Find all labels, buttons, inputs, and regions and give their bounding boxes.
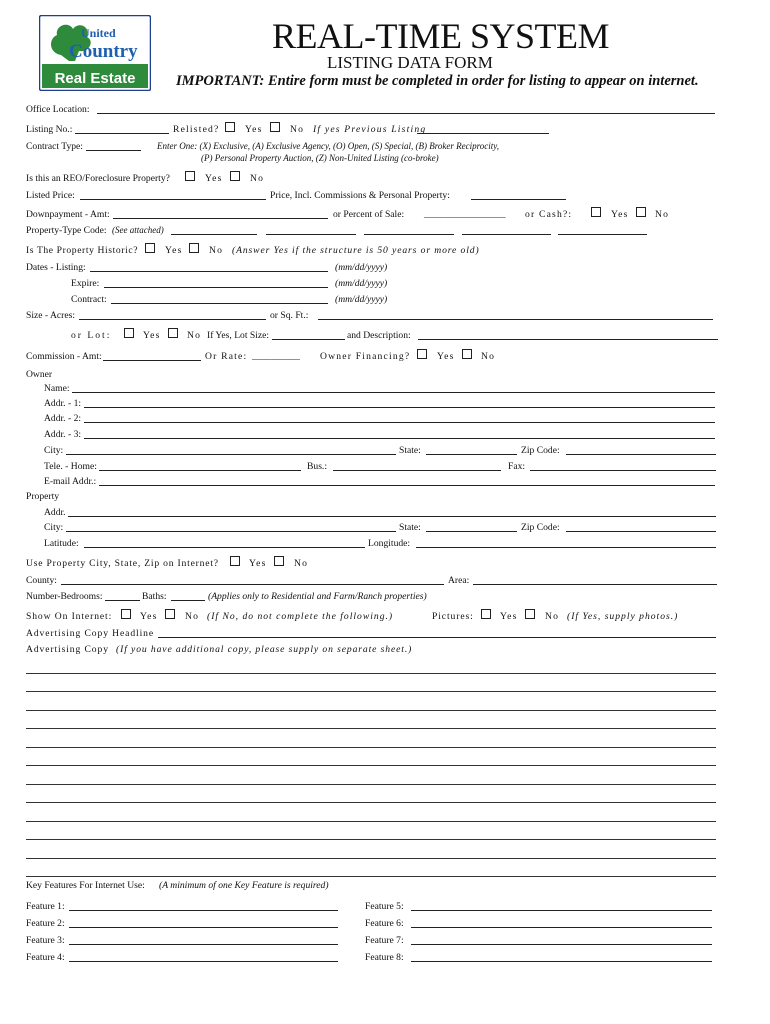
date-contract-field[interactable] — [111, 294, 328, 304]
office-location-field[interactable] — [97, 104, 715, 114]
lot-no-checkbox[interactable] — [168, 328, 178, 338]
label-or-cash: or Cash?: — [525, 209, 573, 220]
adv-copy-line[interactable] — [26, 710, 716, 711]
united-country-logo — [39, 15, 151, 91]
owner-zip-field[interactable] — [566, 445, 716, 455]
historic-yes-checkbox[interactable] — [145, 243, 155, 253]
label-use-property-city: Use Property City, State, Zip on Internet? — [26, 558, 219, 569]
owner-fax-field[interactable] — [530, 461, 716, 471]
label-property-addr: Addr. — [44, 507, 66, 518]
label-property-type-code: Property-Type Code: — [26, 225, 107, 236]
important-note: IMPORTANT: Entire form must be completed in order for listing to appear on internet. — [176, 73, 699, 89]
label-yes: Yes — [245, 124, 263, 135]
contract-type-field[interactable] — [86, 141, 141, 151]
owner-state-field[interactable] — [426, 445, 517, 455]
financing-yes-checkbox[interactable] — [417, 349, 427, 359]
label-reo: Is this an REO/Foreclosure Property? — [26, 173, 170, 184]
label-feature-1: Feature 1: — [26, 901, 65, 912]
label-property: Property — [26, 491, 60, 502]
property-state-field[interactable] — [426, 522, 517, 532]
label-if-yes-lot: If Yes, Lot Size: — [207, 330, 270, 341]
baths-field[interactable] — [171, 591, 205, 601]
sqft-field[interactable] — [318, 310, 713, 320]
label-expire: Expire: — [71, 278, 100, 289]
owner-addr3-field[interactable] — [84, 429, 715, 439]
longitude-field[interactable] — [416, 538, 716, 548]
label-owner-email: E-mail Addr.: — [44, 476, 97, 487]
key-features-help: (A minimum of one Key Feature is required) — [159, 880, 329, 891]
label-contract: Contract: — [71, 294, 107, 305]
historic-no-checkbox[interactable] — [189, 243, 199, 253]
label-yes: Yes — [143, 330, 161, 341]
pictures-yes-checkbox[interactable] — [481, 609, 491, 619]
label-feature-8: Feature 8: — [365, 952, 404, 963]
ptype-code-3[interactable] — [364, 225, 454, 235]
size-acres-field[interactable] — [79, 310, 266, 320]
county-field[interactable] — [61, 575, 444, 585]
label-yes: Yes — [437, 351, 455, 362]
label-downpayment: Downpayment - Amt: — [26, 209, 110, 220]
label-size-acres: Size - Acres: — [26, 310, 76, 321]
percent-of-sale-blank[interactable]: _________________ — [424, 209, 506, 220]
adv-copy-line[interactable] — [26, 784, 716, 785]
property-zip-field[interactable] — [566, 522, 716, 532]
commission-field[interactable] — [103, 351, 201, 361]
feature-7-field[interactable] — [411, 935, 712, 945]
label-property-city: City: — [44, 522, 64, 533]
adv-copy-line[interactable] — [26, 858, 716, 859]
feature-3-field[interactable] — [69, 935, 338, 945]
label-no: No — [290, 124, 305, 135]
label-show-on-internet: Show On Internet: — [26, 611, 113, 622]
ptype-code-1[interactable] — [171, 225, 257, 235]
label-owner-fax: Fax: — [508, 461, 526, 472]
label-no: No — [250, 173, 265, 184]
reo-yes-checkbox[interactable] — [185, 171, 195, 181]
adv-copy-line[interactable] — [26, 821, 716, 822]
label-or-percent: or Percent of Sale: — [333, 209, 405, 220]
label-yes: Yes — [140, 611, 158, 622]
label-area: Area: — [448, 575, 470, 586]
label-listed-price: Listed Price: — [26, 190, 75, 201]
label-no: No — [209, 245, 224, 256]
label-no: No — [481, 351, 496, 362]
owner-city-field[interactable] — [66, 445, 396, 455]
date-format-listing: (mm/dd/yyyy) — [335, 262, 388, 273]
adv-copy-line[interactable] — [26, 728, 716, 729]
adv-copy-line[interactable] — [26, 691, 716, 692]
feature-4-field[interactable] — [69, 952, 338, 962]
form-title: REAL-TIME SYSTEM — [272, 16, 609, 56]
label-owner-addr2: Addr. - 2: — [44, 413, 82, 424]
listed-price-field[interactable] — [80, 190, 266, 200]
label-feature-7: Feature 7: — [365, 935, 404, 946]
area-field[interactable] — [473, 575, 717, 585]
label-adv-copy: Advertising Copy — [26, 644, 109, 655]
label-owner-addr3: Addr. - 3: — [44, 429, 82, 440]
label-property-state: State: — [399, 522, 421, 533]
label-price-incl: Price, Incl. Commissions & Personal Property: — [270, 190, 450, 201]
label-feature-5: Feature 5: — [365, 901, 404, 912]
lot-size-field[interactable] — [272, 330, 345, 340]
label-or-lot: or Lot: — [71, 330, 112, 341]
label-pictures: Pictures: — [432, 611, 474, 622]
label-office-location: Office Location: — [26, 104, 90, 115]
label-county: County: — [26, 575, 57, 586]
label-owner-state: State: — [399, 445, 421, 456]
logo-text-real-estate: Real Estate — [54, 70, 136, 87]
show-internet-yes-checkbox[interactable] — [121, 609, 131, 619]
pictures-no-checkbox[interactable] — [525, 609, 535, 619]
label-latitude: Latitude: — [44, 538, 79, 549]
feature-2-field[interactable] — [69, 918, 338, 928]
ptype-code-4[interactable] — [462, 225, 551, 235]
label-owner-addr1: Addr. - 1: — [44, 398, 82, 409]
owner-addr1-field[interactable] — [84, 398, 715, 408]
adv-copy-line[interactable] — [26, 747, 716, 748]
label-property-zip: Zip Code: — [521, 522, 560, 533]
contract-help-line1: Enter One: (X) Exclusive, (A) Exclusive Agency, (O) Open, (S) Special, (B) Broker Reciprocity, — [157, 141, 500, 151]
previous-listing-field[interactable] — [417, 124, 549, 134]
property-addr-field[interactable] — [68, 507, 716, 517]
label-yes: Yes — [500, 611, 518, 622]
label-feature-3: Feature 3: — [26, 935, 65, 946]
relisted-no-checkbox[interactable] — [270, 122, 280, 132]
ptype-code-2[interactable] — [266, 225, 356, 235]
label-owner-financing: Owner Financing? — [320, 351, 411, 362]
use-city-no-checkbox[interactable] — [274, 556, 284, 566]
rate-blank[interactable]: __________ — [252, 351, 300, 362]
cash-no-checkbox[interactable] — [636, 207, 646, 217]
logo-text-country: Country — [69, 41, 138, 62]
owner-addr2-field[interactable] — [84, 413, 715, 423]
contract-help-line2: (P) Personal Property Auction, (Z) Non-United Listing (co-broke) — [201, 153, 439, 163]
latitude-field[interactable] — [84, 538, 365, 548]
use-city-yes-checkbox[interactable] — [230, 556, 240, 566]
adv-headline-field[interactable] — [158, 628, 716, 638]
owner-bus-field[interactable] — [333, 461, 501, 471]
logo-text-united: United — [81, 26, 116, 40]
ptype-code-5[interactable] — [558, 225, 647, 235]
label-or-sqft: or Sq. Ft.: — [270, 310, 309, 321]
listing-no-field[interactable] — [75, 124, 169, 134]
adv-copy-line[interactable] — [26, 839, 716, 840]
label-owner-zip: Zip Code: — [521, 445, 560, 456]
label-owner-tele-home: Tele. - Home: — [44, 461, 97, 472]
lot-description-field[interactable] — [418, 330, 718, 340]
date-expire-field[interactable] — [104, 278, 328, 288]
label-no: No — [187, 330, 202, 341]
adv-copy-line[interactable] — [26, 802, 716, 803]
lot-yes-checkbox[interactable] — [124, 328, 134, 338]
label-no: No — [294, 558, 309, 569]
label-and-description: and Description: — [347, 330, 411, 341]
financing-no-checkbox[interactable] — [462, 349, 472, 359]
label-relisted: Relisted? — [173, 124, 220, 135]
label-feature-2: Feature 2: — [26, 918, 65, 929]
owner-email-field[interactable] — [99, 476, 715, 486]
label-see-attached: (See attached) — [112, 225, 164, 235]
label-owner-name: Name: — [44, 383, 70, 394]
property-city-field[interactable] — [66, 522, 396, 532]
label-no: No — [545, 611, 560, 622]
pictures-help: (If Yes, supply photos.) — [567, 611, 679, 622]
form-subtitle: LISTING DATA FORM — [327, 53, 493, 72]
owner-tele-home-field[interactable] — [99, 461, 301, 471]
label-historic: Is The Property Historic? — [26, 245, 139, 256]
label-owner-bus: Bus.: — [307, 461, 327, 472]
relisted-yes-checkbox[interactable] — [225, 122, 235, 132]
label-yes: Yes — [165, 245, 183, 256]
label-contract-type: Contract Type: — [26, 141, 83, 152]
label-yes: Yes — [611, 209, 629, 220]
label-adv-headline: Advertising Copy Headline — [26, 628, 155, 639]
date-format-contract: (mm/dd/yyyy) — [335, 294, 388, 305]
cash-yes-checkbox[interactable] — [591, 207, 601, 217]
label-owner: Owner — [26, 369, 53, 380]
feature-8-field[interactable] — [411, 952, 712, 962]
label-number-bedrooms: Number-Bedrooms: — [26, 591, 103, 602]
feature-5-field[interactable] — [411, 901, 712, 911]
owner-name-field[interactable] — [72, 383, 715, 393]
adv-copy-line[interactable] — [26, 876, 716, 877]
label-feature-4: Feature 4: — [26, 952, 65, 963]
label-key-features: Key Features For Internet Use: — [26, 880, 145, 891]
reo-no-checkbox[interactable] — [230, 171, 240, 181]
downpayment-field[interactable] — [113, 209, 328, 219]
label-or-rate: Or Rate: — [205, 351, 248, 362]
baths-note: (Applies only to Residential and Farm/Ranch properties) — [208, 591, 427, 602]
historic-help: (Answer Yes if the structure is 50 years or more old) — [232, 245, 480, 256]
show-internet-help: (If No, do not complete the following.) — [207, 611, 394, 622]
label-feature-6: Feature 6: — [365, 918, 404, 929]
bedrooms-field[interactable] — [105, 591, 140, 601]
label-no: No — [185, 611, 200, 622]
show-internet-no-checkbox[interactable] — [165, 609, 175, 619]
label-baths: Baths: — [142, 591, 167, 602]
adv-copy-line[interactable] — [26, 765, 716, 766]
label-commission: Commission - Amt: — [26, 351, 102, 362]
price-incl-field[interactable] — [471, 190, 566, 200]
date-listing-field[interactable] — [90, 262, 328, 272]
label-owner-city: City: — [44, 445, 64, 456]
label-dates-listing: Dates - Listing: — [26, 262, 86, 273]
label-if-yes-previous: If yes Previous Listing — [313, 124, 427, 135]
adv-copy-help: (If you have additional copy, please supply on separate sheet.) — [116, 644, 413, 655]
label-yes: Yes — [249, 558, 267, 569]
feature-6-field[interactable] — [411, 918, 712, 928]
label-no: No — [655, 209, 670, 220]
label-longitude: Longitude: — [368, 538, 411, 549]
feature-1-field[interactable] — [69, 901, 338, 911]
adv-copy-line[interactable] — [26, 673, 716, 674]
date-format-expire: (mm/dd/yyyy) — [335, 278, 388, 289]
label-listing-no: Listing No.: — [26, 124, 73, 135]
label-yes: Yes — [205, 173, 223, 184]
